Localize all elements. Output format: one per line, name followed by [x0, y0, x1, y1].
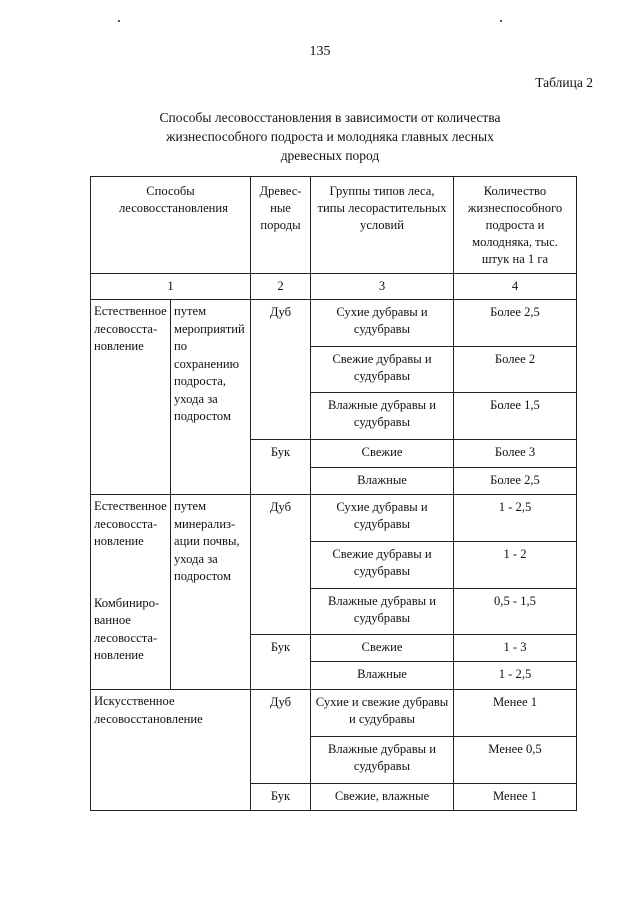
method-label: Естественное лесовосста-новление — [94, 499, 167, 548]
scan-speck — [500, 20, 502, 22]
page-number: 135 — [309, 44, 331, 59]
caption-line: жизнеспособного подроста и молодняка главных лесных — [166, 129, 494, 144]
quantity-value: Менее 0,5 — [488, 742, 542, 756]
quantity-value: Менее 1 — [493, 695, 537, 709]
quantity-value: Более 2 — [494, 352, 536, 366]
forest-group: Влажные дубравы и судубравы — [327, 594, 437, 625]
table-caption — [140, 108, 520, 165]
column-number: 3 — [378, 279, 386, 293]
quantity-value: 1 - 2 — [503, 547, 527, 561]
header-species: Древес-ные породы — [259, 184, 302, 232]
species-oak: Дуб — [269, 695, 292, 709]
species-oak: Дуб — [269, 305, 292, 319]
table-label: Таблица 2 — [535, 75, 593, 90]
column-number: 4 — [511, 279, 519, 293]
forest-group: Сухие дубравы и судубравы — [336, 305, 428, 336]
quantity-value: 1 - 3 — [503, 640, 527, 654]
table-row — [91, 690, 577, 737]
forest-group: Влажные — [357, 473, 407, 487]
header-row — [91, 177, 577, 274]
quantity-value: Более 3 — [494, 445, 536, 459]
reforestation-table — [90, 176, 577, 811]
method-way: путем мероприятий по сохранению подроста, ухода за подростом — [174, 304, 245, 423]
forest-group: Свежие — [361, 640, 403, 654]
species-oak: Дуб — [269, 500, 292, 514]
scan-speck — [118, 20, 120, 22]
quantity-value: 1 - 2,5 — [498, 500, 532, 514]
column-number-row — [91, 274, 577, 300]
quantity-value: Более 1,5 — [490, 398, 540, 412]
column-number: 1 — [167, 279, 174, 293]
quantity-value: 0,5 - 1,5 — [494, 594, 536, 608]
forest-group: Свежие, влажные — [334, 789, 430, 803]
quantity-value: Более 2,5 — [490, 305, 540, 319]
method-label-combined: Комбиниро-ванное лесовосста-новление — [94, 595, 160, 662]
method-label: Искусственное лесовосстановление — [94, 694, 203, 726]
header-methods: Способы лесовосстановления — [119, 184, 228, 215]
method-label: Естественное лесовосста-новление — [94, 304, 167, 353]
quantity-value: 1 - 2,5 — [498, 667, 532, 681]
forest-group: Свежие дубравы и судубравы — [332, 352, 432, 383]
species-beech: Бук — [270, 789, 291, 803]
method-way: путем минерализ-ации почвы, ухода за подростом — [174, 499, 240, 583]
forest-group: Влажные — [357, 667, 407, 681]
table-row — [91, 495, 577, 542]
forest-group: Влажные дубравы и судубравы — [327, 742, 437, 773]
column-number: 2 — [277, 279, 284, 293]
forest-group: Влажные дубравы и судубравы — [327, 398, 437, 429]
quantity-value: Более 2,5 — [490, 473, 540, 487]
species-beech: Бук — [270, 445, 291, 459]
forest-group: Сухие дубравы и судубравы — [336, 500, 428, 531]
header-groups: Группы типов леса, типы лесорастительных условий — [317, 184, 447, 232]
forest-group: Свежие дубравы и судубравы — [332, 547, 432, 578]
forest-group: Свежие — [361, 445, 403, 459]
quantity-value: Менее 1 — [493, 789, 537, 803]
species-beech: Бук — [270, 640, 291, 654]
caption-line: Способы лесовосстановления в зависимости от количества — [159, 110, 501, 125]
header-quantity: Количество жизнеспособного подроста и молодняка, тыс. штук на 1 га — [467, 184, 563, 266]
caption-line: древесных пород — [280, 148, 380, 163]
table-row — [91, 300, 577, 347]
forest-group: Сухие и свежие дубравы и судубравы — [315, 695, 449, 726]
